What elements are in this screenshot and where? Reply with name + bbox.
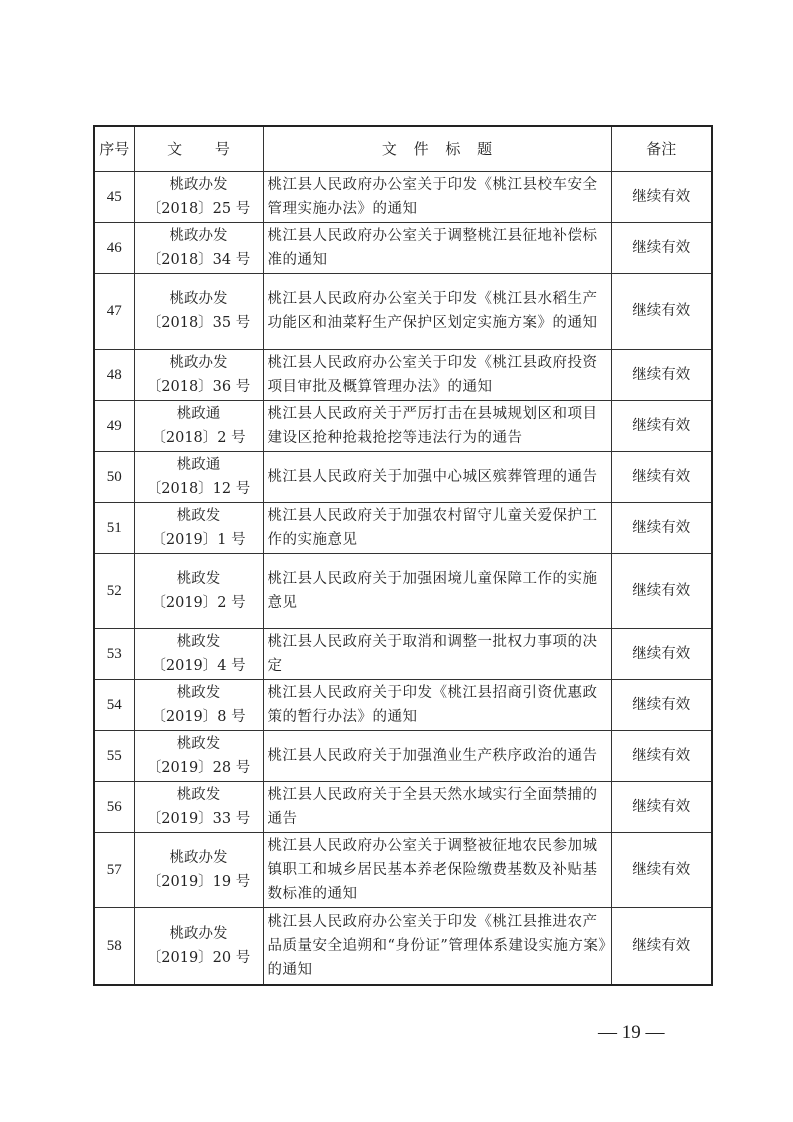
row-serial-number: 55 [94, 730, 134, 781]
row-document-title: 桃江县人民政府关于全县天然水域实行全面禁捕的通告 [263, 781, 611, 832]
row-document-number [134, 553, 263, 628]
row-document-title: 桃江县人民政府办公室关于调整被征地农民参加城镇职工和城乡居民基本养老保险缴费基数及补贴基数标准的通知 [263, 832, 611, 907]
row-remarks: 继续有效 [611, 222, 712, 273]
row-remarks: 继续有效 [611, 553, 712, 628]
row-serial-number: 45 [94, 171, 134, 222]
table-row [94, 273, 712, 349]
row-serial-number: 53 [94, 628, 134, 679]
document-number-suffix: 〔2019〕20 号 [146, 949, 251, 966]
document-number-prefix: 桃政发 [176, 786, 221, 803]
table-row [94, 832, 712, 907]
table-row [94, 907, 712, 985]
row-remarks: 继续有效 [611, 349, 712, 400]
document-number-suffix: 〔2019〕8 号 [151, 708, 246, 725]
document-number-suffix: 〔2019〕4 号 [151, 657, 246, 674]
document-number-prefix: 桃政办发 [169, 291, 228, 307]
row-document-title: 桃江县人民政府关于严厉打击在县城规划区和项目建设区抢种抢栽抢挖等违法行为的通告 [263, 400, 611, 451]
document-number-suffix: 〔2018〕35 号 [146, 315, 251, 331]
row-document-title: 桃江县人民政府办公室关于调整桃江县征地补偿标准的通知 [263, 222, 611, 273]
row-document-number [134, 679, 263, 730]
table-row [94, 222, 712, 273]
document-table-container [93, 125, 711, 986]
row-serial-number: 49 [94, 400, 134, 451]
row-document-number [134, 907, 263, 985]
table-row [94, 400, 712, 451]
document-number-suffix: 〔2018〕12 号 [146, 480, 251, 497]
document-number-suffix: 〔2018〕36 号 [146, 378, 251, 395]
row-document-title: 桃江县人民政府关于取消和调整一批权力事项的决定 [263, 628, 611, 679]
document-number-suffix: 〔2019〕28 号 [146, 759, 251, 776]
document-number-suffix: 〔2018〕34 号 [146, 251, 251, 268]
row-document-number [134, 349, 263, 400]
document-number-suffix: 〔2018〕2 号 [151, 429, 246, 446]
document-number-prefix: 桃政发 [176, 507, 221, 524]
table-row [94, 553, 712, 628]
row-serial-number: 56 [94, 781, 134, 832]
header-document-title: 文 件 标 题 [263, 126, 611, 171]
table-row [94, 679, 712, 730]
row-document-title: 桃江县人民政府办公室关于印发《桃江县政府投资项目审批及概算管理办法》的通知 [263, 349, 611, 400]
row-remarks: 继续有效 [611, 730, 712, 781]
row-remarks: 继续有效 [611, 679, 712, 730]
row-remarks: 继续有效 [611, 171, 712, 222]
document-table [93, 125, 713, 986]
row-document-title: 桃江县人民政府关于加强中心城区殡葬管理的通告 [263, 451, 611, 502]
row-serial-number: 54 [94, 679, 134, 730]
row-document-number [134, 502, 263, 553]
row-serial-number: 51 [94, 502, 134, 553]
row-document-number [134, 273, 263, 349]
table-row [94, 349, 712, 400]
row-document-number [134, 451, 263, 502]
row-serial-number: 46 [94, 222, 134, 273]
row-document-title: 桃江县人民政府关于加强困境儿童保障工作的实施意见 [263, 553, 611, 628]
row-document-number [134, 171, 263, 222]
row-serial-number: 47 [94, 273, 134, 349]
document-number-prefix: 桃政发 [176, 633, 221, 650]
document-number-prefix: 桃政办发 [169, 354, 228, 371]
document-number-suffix: 〔2019〕19 号 [146, 873, 251, 890]
row-document-number [134, 400, 263, 451]
row-remarks: 继续有效 [611, 400, 712, 451]
row-document-number [134, 832, 263, 907]
row-document-title: 桃江县人民政府关于印发《桃江县招商引资优惠政策的暂行办法》的通知 [263, 679, 611, 730]
row-remarks: 继续有效 [611, 781, 712, 832]
page-number: — 19 — [598, 1022, 665, 1043]
row-document-number [134, 222, 263, 273]
table-row [94, 451, 712, 502]
row-remarks: 继续有效 [611, 907, 712, 985]
document-number-prefix: 桃政办发 [169, 176, 228, 193]
row-serial-number: 57 [94, 832, 134, 907]
document-number-prefix: 桃政办发 [169, 227, 228, 244]
row-remarks: 继续有效 [611, 832, 712, 907]
row-remarks: 继续有效 [611, 628, 712, 679]
table-row [94, 730, 712, 781]
document-number-suffix: 〔2019〕1 号 [151, 531, 246, 548]
header-document-number: 文 号 [134, 126, 263, 171]
document-number-prefix: 桃政发 [176, 735, 221, 752]
document-number-prefix: 桃政发 [176, 570, 221, 587]
document-number-suffix: 〔2018〕25 号 [146, 200, 251, 217]
row-document-title: 桃江县人民政府关于加强农村留守儿童关爱保护工作的实施意见 [263, 502, 611, 553]
row-remarks: 继续有效 [611, 273, 712, 349]
row-document-title: 桃江县人民政府办公室关于印发《桃江县校车安全管理实施办法》的通知 [263, 171, 611, 222]
table-row [94, 628, 712, 679]
document-number-suffix: 〔2019〕2 号 [151, 594, 246, 611]
table-row [94, 502, 712, 553]
row-serial-number: 50 [94, 451, 134, 502]
row-document-title: 桃江县人民政府关于加强渔业生产秩序政治的通告 [263, 730, 611, 781]
table-row [94, 171, 712, 222]
row-document-number [134, 730, 263, 781]
table-header-row [94, 126, 712, 171]
document-number-prefix: 桃政办发 [169, 849, 228, 866]
row-remarks: 继续有效 [611, 451, 712, 502]
header-serial-number: 序号 [94, 126, 134, 171]
table-row [94, 781, 712, 832]
row-document-number [134, 781, 263, 832]
row-serial-number: 52 [94, 553, 134, 628]
row-document-number [134, 628, 263, 679]
row-serial-number: 48 [94, 349, 134, 400]
document-number-suffix: 〔2019〕33 号 [146, 810, 251, 827]
document-number-prefix: 桃政通 [176, 405, 221, 422]
row-document-title: 桃江县人民政府办公室关于印发《桃江县水稻生产功能区和油菜籽生产保护区划定实施方案》的通知 [263, 273, 611, 349]
row-document-title: 桃江县人民政府办公室关于印发《桃江县推进农产品质量安全追朔和“身份证”管理体系建设实施方案》的通知 [263, 907, 611, 985]
document-number-prefix: 桃政发 [176, 684, 221, 701]
row-remarks: 继续有效 [611, 502, 712, 553]
header-remarks: 备注 [611, 126, 712, 171]
document-number-prefix: 桃政通 [176, 456, 221, 473]
row-serial-number: 58 [94, 907, 134, 985]
document-number-prefix: 桃政办发 [169, 925, 228, 942]
